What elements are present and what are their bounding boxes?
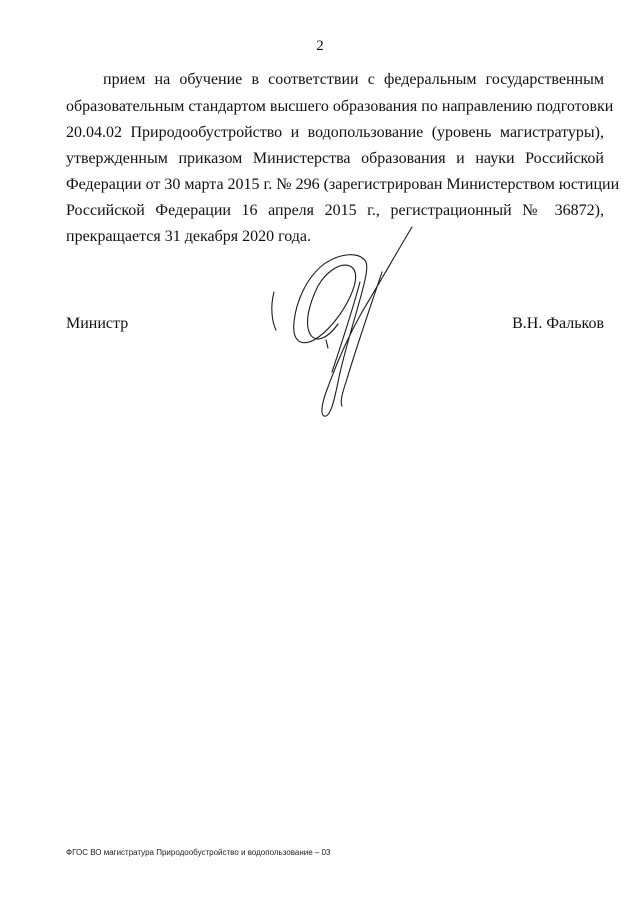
page-number: 2: [316, 38, 324, 54]
body-text-line: 20.04.02 Природообустройство и водопользование (уровень магистратуры),: [66, 124, 604, 141]
body-text-line: прием на обучение в соответствии с федеральным государственным: [103, 71, 604, 88]
body-text-line: прекращается 31 декабря 2020 года.: [66, 228, 312, 245]
document-footer: ФГОС ВО магистратура Природообустройство и водопользование – 03: [66, 848, 331, 857]
signatory-role: Министр: [66, 315, 129, 332]
body-text-line: образовательным стандартом высшего образования по направлению подготовки: [66, 98, 614, 115]
body-text-line: Федерации от 30 марта 2015 г. № 296 (зарегистрирован Министерством юстиции: [66, 176, 620, 193]
body-text-line: Российской Федерации 16 апреля 2015 г., регистрационный № 36872),: [66, 202, 604, 219]
handwritten-signature: [262, 222, 432, 422]
signatory-name: В.Н. Фальков: [512, 315, 604, 332]
body-text-line: утвержденным приказом Министерства образования и науки Российской: [66, 150, 604, 167]
